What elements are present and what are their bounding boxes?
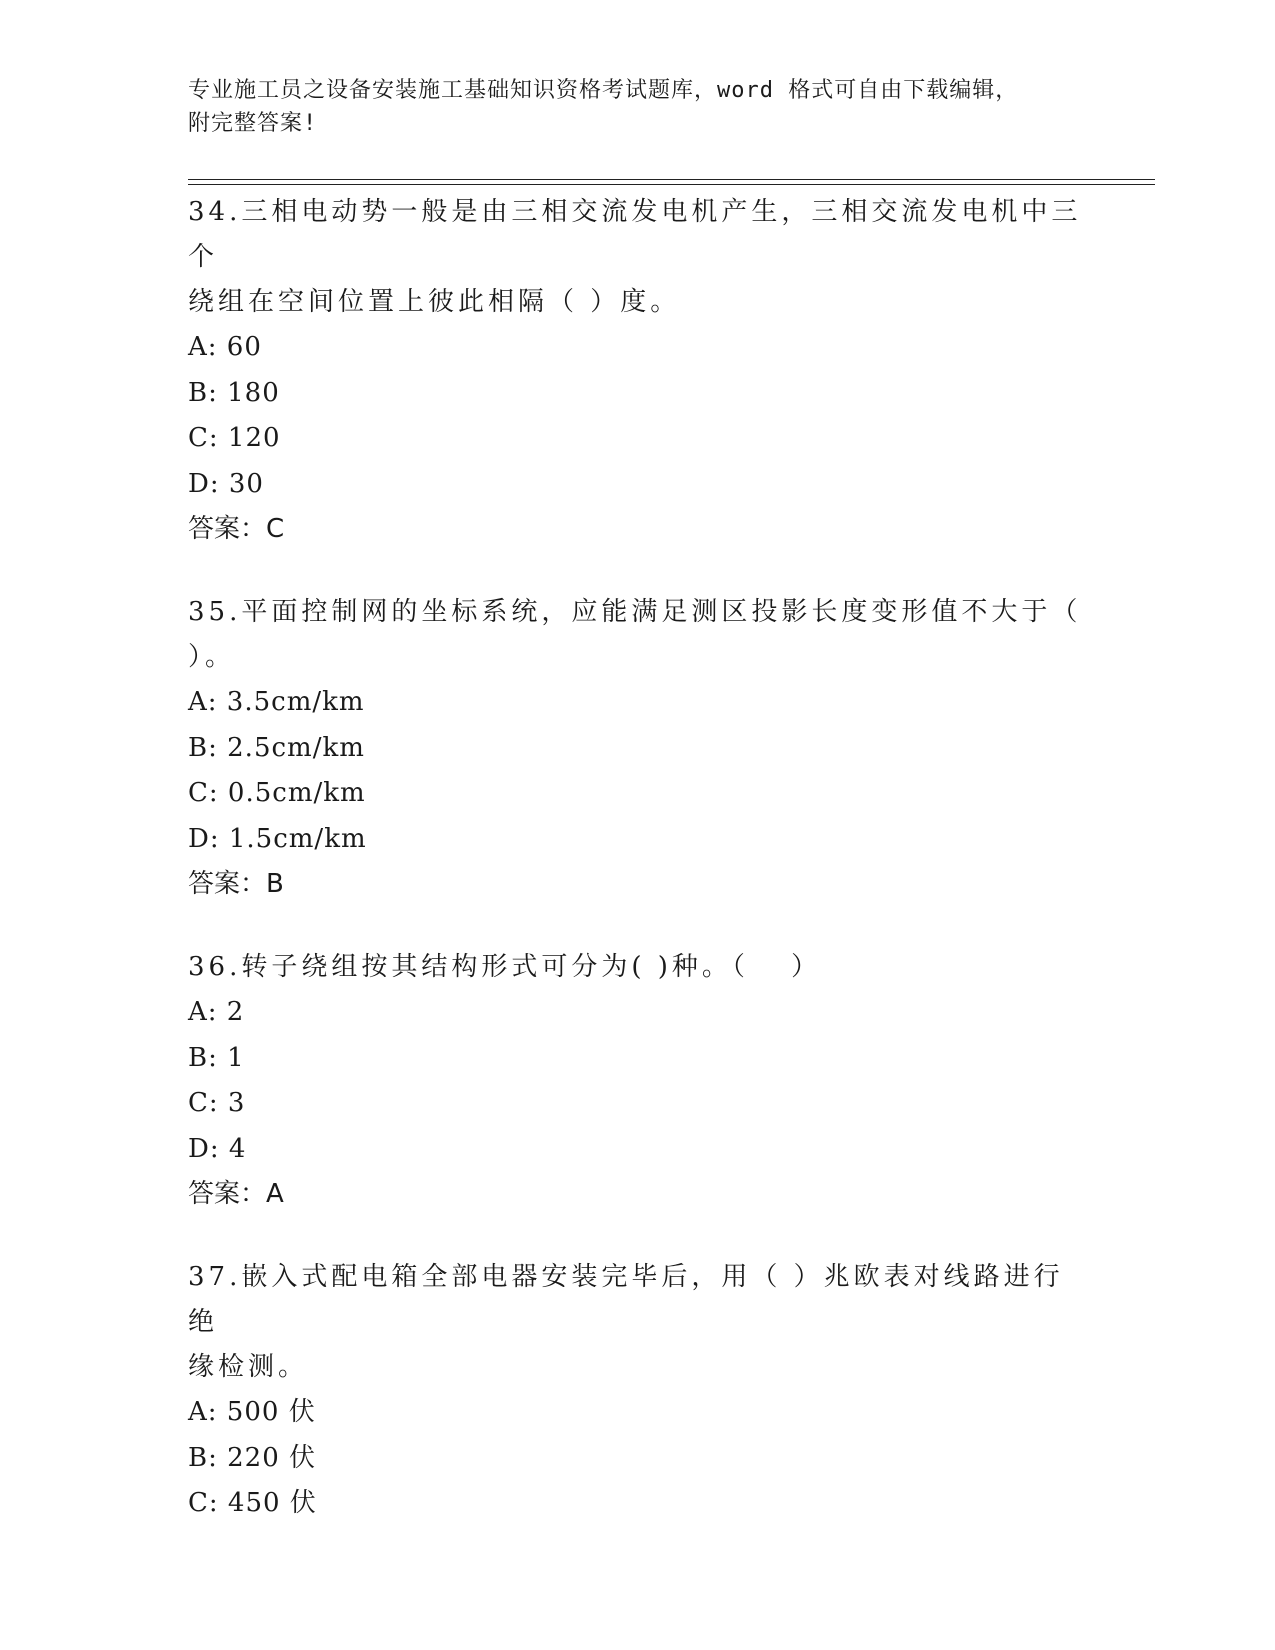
option-b: B: 2.5cm/km — [188, 732, 365, 763]
option-c: C: 0.5cm/km — [188, 778, 366, 808]
answer-line: 答案：C — [188, 514, 285, 544]
answer-line: 答案：A — [188, 1179, 284, 1209]
option-a: A: 3.5cm/km — [188, 687, 365, 717]
option-c: C: 120 — [188, 423, 281, 453]
option-c: C: 450 伏 — [188, 1488, 317, 1518]
option-b: B: 220 伏 — [188, 1442, 317, 1473]
question-34 — [188, 190, 1088, 552]
question-stem-line: 36.转子绕组按其结构形式可分为( )种。（ ） — [188, 952, 822, 982]
question-stem-line: 37.嵌入式配电箱全部电器安装完毕后，用（ ）兆欧表对线路进行绝 — [188, 1262, 1064, 1337]
header-divider-bottom — [188, 184, 1155, 185]
document-header — [188, 74, 1068, 140]
option-a: A: 60 — [188, 332, 262, 362]
header-divider-top — [188, 179, 1155, 180]
question-37 — [188, 1255, 1088, 1527]
header-line-1: 专业施工员之设备安装施工基础知识资格考试题库，word 格式可自由下载编辑， — [188, 78, 1019, 103]
question-stem-line: ）。 — [188, 642, 236, 672]
question-36 — [188, 945, 1088, 1217]
question-stem-line: 34.三相电动势一般是由三相交流发电机产生，三相交流发电机中三个 — [188, 197, 1082, 272]
header-line-2: 附完整答案! — [188, 111, 318, 136]
question-stem-line: 缘检测。 — [188, 1352, 309, 1382]
option-b: B: 1 — [188, 1042, 245, 1073]
option-b: B: 180 — [188, 377, 280, 408]
option-d: D: 30 — [188, 468, 264, 499]
option-a: A: 500 伏 — [188, 1397, 316, 1427]
option-d: D: 4 — [188, 1133, 247, 1164]
option-d: D: 1.5cm/km — [188, 823, 367, 854]
question-stem-line: 35.平面控制网的坐标系统，应能满足测区投影长度变形值不大于（ — [188, 597, 1082, 627]
option-c: C: 3 — [188, 1088, 246, 1118]
question-stem-line: 绕组在空间位置上彼此相隔（ ）度。 — [188, 287, 681, 317]
answer-line: 答案：B — [188, 869, 284, 899]
question-list — [188, 190, 1088, 1565]
question-35 — [188, 590, 1088, 907]
option-a: A: 2 — [188, 997, 245, 1027]
